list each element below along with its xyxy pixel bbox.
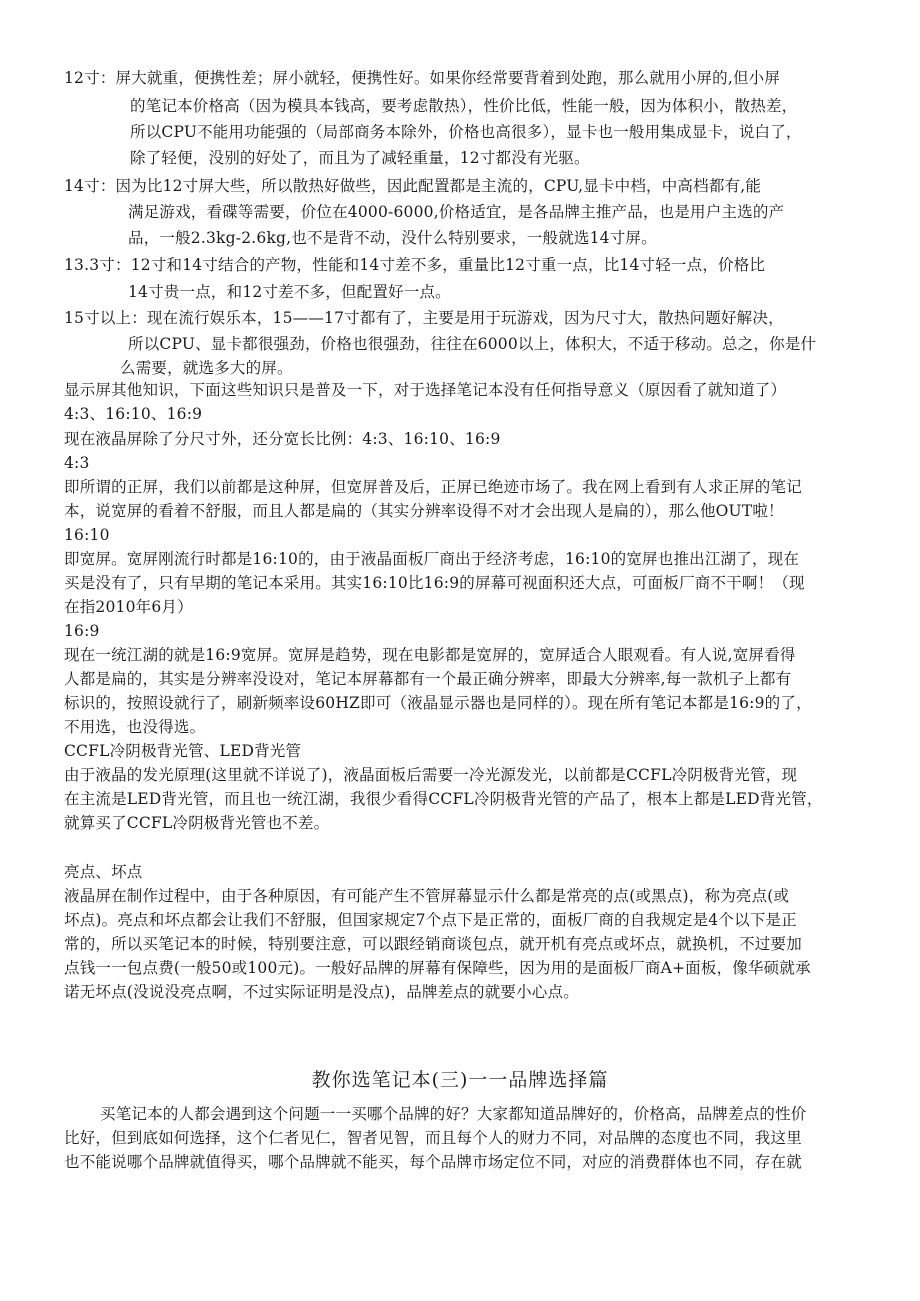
text-line: 在主流是LED背光管，而且也一统江湖，我很少看得CCFL冷阴极背光管的产品了，根本上都是LED背光管， bbox=[64, 790, 823, 808]
text-line: 由于液晶的发光原理(这里就不详说了)，液晶面板后需要一冷光源发光，以前都是CCFL冷阴极背光管，现 bbox=[64, 766, 798, 784]
text-line: 么需要，就选多大的屏。 bbox=[120, 359, 293, 377]
text-line: 在指2010年6月） bbox=[64, 598, 193, 616]
text-line: 16:10 bbox=[64, 526, 110, 544]
text-line: 买笔记本的人都会遇到这个问题一一买哪个品牌的好？大家都知道品牌好的，价格高，品牌差点的性价 bbox=[100, 1105, 807, 1123]
text-line: 买是没有了，只有早期的笔记本采用。其实16:10比16:9的屏幕可视面积还大点，可面板厂商不干啊！（现 bbox=[64, 574, 805, 592]
text-line: 的笔记本价格高（因为模具本钱高，要考虑散热），性价比低，性能一般，因为体积小，散热差， bbox=[130, 97, 798, 115]
text-line: 现在一统江湖的就是16:9宽屏。宽屏是趋势，现在电影都是宽屏的，宽屏适合人眼观看。有人说,宽屏看得 bbox=[64, 646, 796, 664]
text-line: 满足游戏，看碟等需要，价位在4000-6000,价格适宜，是各品牌主推产品，也是用户主选的产 bbox=[128, 203, 785, 221]
text-line: 现在液晶屏除了分尺寸外，还分宽长比例：4:3、16:10、16:9 bbox=[64, 430, 501, 448]
text-line: 即所谓的正屏，我们以前都是这种屏，但宽屏普及后，正屏已绝迹市场了。我在网上看到有人求正屏的笔记 bbox=[64, 478, 802, 496]
text-line: 就算买了CCFL冷阴极背光管也不差。 bbox=[64, 814, 330, 832]
text-line: 品，一般2.3kg-2.6kg,也不是背不动，没什么特别要求，一般就选14寸屏。 bbox=[128, 229, 657, 247]
text-line: 即宽屏。宽屏刚流行时都是16:10的，由于液晶面板厂商出于经济考虑，16:10的宽屏也推出江湖了，现在 bbox=[64, 550, 800, 568]
text-line: 常的，所以买笔记本的时候，特别要注意，可以跟经销商谈包点，就开机有亮点或坏点，就换机，不过要加 bbox=[64, 935, 802, 953]
text-line: 14寸：因为比12寸屏大些，所以散热好做些，因此配置都是主流的，CPU,显卡中档，中高档都有,能 bbox=[64, 177, 762, 195]
text-line: 不用选，也没得选。 bbox=[64, 718, 206, 736]
text-line: 也不能说哪个品牌就值得买，哪个品牌就不能买，每个品牌市场定位不同，对应的消费群体也不同，存在就 bbox=[64, 1153, 802, 1171]
text-line: 液晶屏在制作过程中，由于各种原因，有可能产生不管屏幕显示什么都是常亮的点(或黑点)，称为亮点(或 bbox=[64, 887, 790, 905]
text-line: 除了轻便，没别的好处了，而且为了减轻重量，12寸都没有光驱。 bbox=[130, 149, 590, 167]
text-line: 比好，但到底如何选择，这个仁者见仁，智者见智，而且每个人的财力不同，对品牌的态度也不同，我这里 bbox=[64, 1129, 802, 1147]
text-line: 诺无坏点(没说没亮点啊，不过实际证明是没点)，品牌差点的就要小心点。 bbox=[64, 983, 579, 1001]
text-line: 本，说宽屏的看着不舒服，而且人都是扁的（其实分辨率设得不对才会出现人是扁的），那么他OUT啦！ bbox=[64, 502, 784, 520]
text-line: 所以CPU不能用功能强的（局部商务本除外，价格也高很多），显卡也一般用集成显卡，说白了， bbox=[130, 123, 802, 141]
text-line: 15寸以上：现在流行娱乐本，15——17寸都有了，主要是用于玩游戏，因为尺寸大，散热问题好解决， bbox=[64, 309, 784, 327]
text-line: 亮点、坏点 bbox=[64, 863, 143, 881]
text-line: 16:9 bbox=[64, 622, 100, 640]
text-line: 13.3寸：12寸和14寸结合的产物，性能和14寸差不多，重量比12寸重一点，比14寸轻一点，价格比 bbox=[64, 256, 766, 274]
text-line: 14寸贵一点，和12寸差不多，但配置好一点。 bbox=[128, 283, 451, 301]
text-line: 标识的，按照设就行了，刷新频率设60HZ即可（液晶显示器也是同样的）。现在所有笔记本都是16:9的了， bbox=[64, 694, 812, 712]
section-heading: 教你选笔记本(三)一一品牌选择篇 bbox=[311, 1069, 609, 1091]
text-line: 所以CPU、显卡都很强劲，价格也很强劲，往往在6000以上，体积大，不适于移动。总之，你是什 bbox=[128, 335, 817, 353]
text-line: CCFL冷阴极背光管、LED背光管 bbox=[64, 742, 302, 760]
text-line: 点钱一一包点费(一般50或100元)。一般好品牌的屏幕有保障些，因为用的是面板厂商A+面板，像华硕就承 bbox=[64, 959, 811, 977]
text-line: 12寸：屏大就重，便携性差；屏小就轻，便携性好。如果你经常要背着到处跑，那么就用小屏的,但小屏 bbox=[64, 69, 781, 87]
text-line: 4:3、16:10、16:9 bbox=[64, 405, 203, 423]
text-line: 坏点)。亮点和坏点都会让我们不舒服，但国家规定7个点下是正常的，面板厂商的自我规定是4个以下是正 bbox=[64, 911, 797, 929]
text-line: 人都是扁的，其实是分辨率没设对，笔记本屏幕都有一个最正确分辨率，即最大分辨率,每一款机子上都有 bbox=[64, 670, 792, 688]
text-line: 显示屏其他知识，下面这些知识只是普及一下，对于选择笔记本没有任何指导意义（原因看了就知道了） bbox=[64, 381, 787, 399]
text-line: 4:3 bbox=[64, 454, 90, 472]
